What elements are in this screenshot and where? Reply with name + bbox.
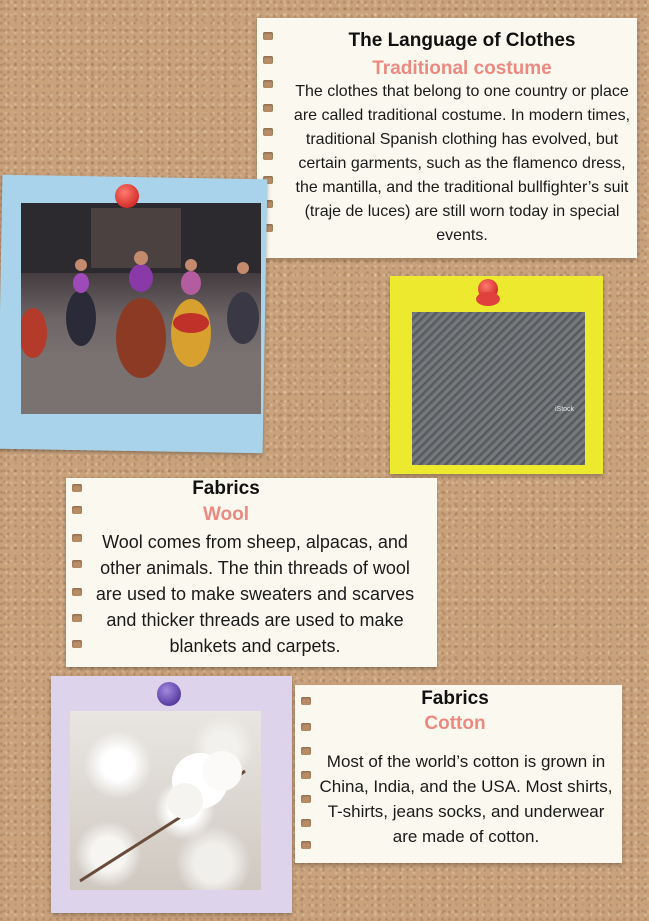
note-subtitle: Traditional costume <box>372 58 552 79</box>
cotton-illustration <box>70 711 261 890</box>
note-body: Most of the world’s cotton is grown in China, India, and the USA. Most shirts, T-shirts, jeans socks, and underwear are made of cotton. <box>319 752 613 846</box>
red-pin-icon <box>115 184 139 208</box>
note-traditional-costume <box>257 18 637 258</box>
note-body: Wool comes from sheep, alpacas, and other animals. The thin threads of wool are used to make sweaters and scarves and thicker threads are used to make blankets and carpets. <box>95 532 415 656</box>
note-title: Fabrics <box>421 688 489 709</box>
note-cotton <box>295 685 622 863</box>
note-body: The clothes that belong to one country or place are called traditional costume. In modern times, traditional Spanish clothing has evolved, but certain garments, such as the flamenco dress, the mantilla, and the traditional bullfighter’s suit (traje de luces) are still worn today in special events. <box>293 83 631 244</box>
dancers-illustration <box>21 203 261 414</box>
knitted-wool-photo <box>412 312 585 465</box>
red-pin-base <box>476 292 500 306</box>
note-wool <box>66 478 437 667</box>
note-title: The Language of Clothes <box>348 30 576 51</box>
note-subtitle: Wool <box>202 504 250 525</box>
flamenco-dancers-photo <box>21 203 261 414</box>
note-title: Fabrics <box>192 478 260 499</box>
cotton-plant-photo <box>70 711 261 890</box>
photo-watermark: iStock <box>555 406 575 413</box>
purple-pin-icon <box>157 682 181 706</box>
note-subtitle: Cotton <box>424 713 486 734</box>
